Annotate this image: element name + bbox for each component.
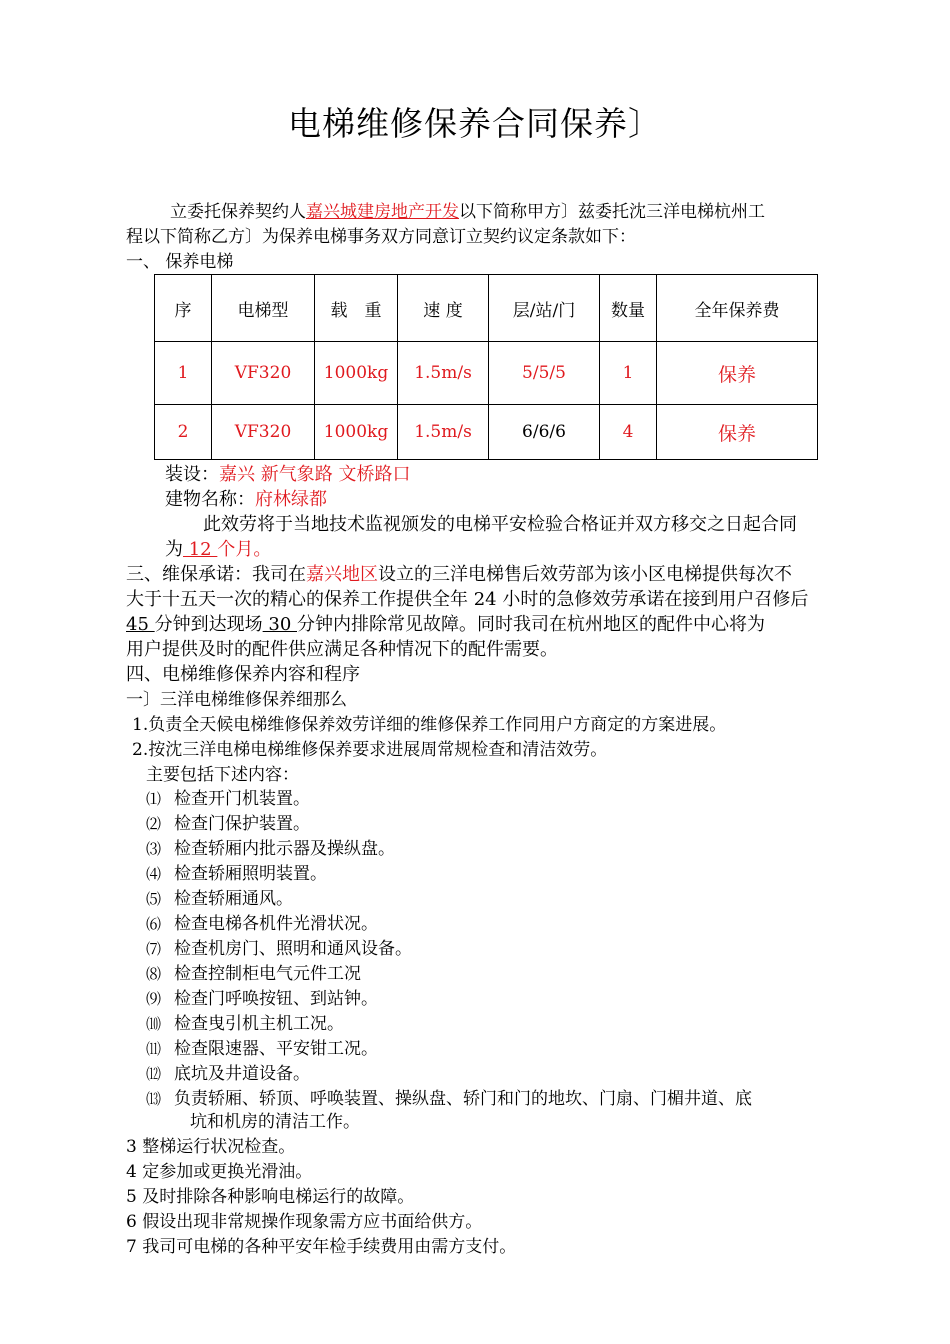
header-cell: 速 度 xyxy=(398,275,489,342)
client-name: 嘉兴城建房地产开发 xyxy=(306,202,459,222)
table-row xyxy=(155,405,818,460)
check-item xyxy=(146,987,378,1011)
check-item xyxy=(146,962,361,986)
numbered-item: 4 定参加或更换光滑油。 xyxy=(126,1162,313,1182)
check-number: ⑴ xyxy=(146,790,162,808)
item-1: 1.负责全天候电梯维修保养效劳详细的维修保养工作同用户方商定的方案进展。 xyxy=(132,715,727,735)
numbered-item: 5 及时排除各种影响电梯运行的故障。 xyxy=(126,1187,415,1207)
install-location: 装设：嘉兴 新气象路 文桥路口 xyxy=(165,464,411,485)
table-cell: 保养 xyxy=(657,342,818,405)
check-text: 检查开门机装置。 xyxy=(174,789,310,809)
check-number: ⑼ xyxy=(146,990,162,1008)
check-number: ⑺ xyxy=(146,940,162,958)
check-item xyxy=(146,1037,378,1061)
check-text: 检查门呼唤按钮、到站钟。 xyxy=(174,989,378,1009)
section-3-line-4: 用户提供及时的配件供应满足各种情况下的配件需要。 xyxy=(126,639,558,660)
building-name: 建物名称：府林绿都 xyxy=(165,489,327,510)
header-cell: 数量 xyxy=(600,275,657,342)
numbered-item: 7 我司可电梯的各种平安年检手续费用由需方支付。 xyxy=(126,1237,517,1257)
check-number: ⑵ xyxy=(146,815,162,833)
subsection-1-heading: 一〕三洋电梯维修保养细那么 xyxy=(126,690,347,710)
check-item xyxy=(146,1012,344,1036)
table-cell: 1.5m/s xyxy=(398,342,489,405)
check-number: ⑻ xyxy=(146,965,162,983)
check-number: ⒀ xyxy=(146,1090,162,1108)
document-title: 电梯维修保养合同保养〕 xyxy=(288,104,662,143)
check-text: 检查机房门、照明和通风设备。 xyxy=(174,939,412,959)
header-cell: 载 重 xyxy=(315,275,398,342)
contract-months: 12 xyxy=(183,539,218,560)
check-text: 检查限速器、平安钳工况。 xyxy=(174,1039,378,1059)
check-item xyxy=(146,937,412,961)
check-item xyxy=(146,787,310,811)
check-item xyxy=(146,1062,310,1086)
check-text: 检查控制柜电气元件工况 xyxy=(174,964,361,984)
table-header-row xyxy=(155,275,818,342)
table-cell: 2 xyxy=(155,405,212,460)
numbered-item: 3 整梯运行状况检查。 xyxy=(126,1137,296,1157)
section-3-line-1: 三、维保承诺：我司在嘉兴地区设立的三洋电梯售后效劳部为该小区电梯提供每次不 xyxy=(126,564,792,585)
check-number: ⑶ xyxy=(146,840,162,858)
header-cell: 层/站/门 xyxy=(489,275,600,342)
header-cell: 序 xyxy=(155,275,212,342)
table-cell: 1.5m/s xyxy=(398,405,489,460)
table-cell: 1 xyxy=(155,342,212,405)
table-cell: 1 xyxy=(600,342,657,405)
check-number: ⑾ xyxy=(146,1040,162,1058)
check-text: 底坑及井道设备。 xyxy=(174,1064,310,1084)
check-item xyxy=(146,862,327,886)
section-3-line-2: 大于十五天一次的精心的保养工作提供全年 24 小时的急修效劳承诺在接到用户召修后 xyxy=(126,589,809,610)
check-text: 检查电梯各机件光滑状况。 xyxy=(174,914,378,934)
header-cell: 电梯型 xyxy=(212,275,315,342)
numbered-item: 6 假设出现非常规操作现象需方应书面给供方。 xyxy=(126,1212,483,1232)
check-text: 检查轿厢内批示器及操纵盘。 xyxy=(174,839,395,859)
intro-line-1: 立委托保养契约人嘉兴城建房地产开发以下简称甲方〕兹委托沈三洋电梯杭州工 xyxy=(170,202,765,222)
check-item xyxy=(146,812,310,836)
table-cell: 1000kg xyxy=(315,342,398,405)
item-2: 2.按沈三洋电梯电梯维修保养要求进展周常规检查和清洁效劳。 xyxy=(132,740,608,760)
check-item xyxy=(146,912,378,936)
check-text: 检查轿厢照明装置。 xyxy=(174,864,327,884)
check-number: ⑷ xyxy=(146,865,162,883)
check-item xyxy=(146,837,395,861)
main-includes: 主要包括下述内容： xyxy=(146,765,299,785)
check-number: ⑸ xyxy=(146,890,162,908)
table-cell: 保养 xyxy=(657,405,818,460)
check-13-continuation: 坑和机房的清洁工作。 xyxy=(190,1112,360,1132)
elevator-table xyxy=(154,274,818,460)
check-text: 负责轿厢、轿顶、呼唤装置、操纵盘、轿门和门的地坎、门扇、门楣井道、底 xyxy=(174,1089,752,1109)
table-row xyxy=(155,342,818,405)
section-3-line-3: 45 分钟到达现场 30 分钟内排除常见故障。同时我司在杭州地区的配件中心将为 xyxy=(126,614,765,635)
header-cell: 全年保养费 xyxy=(657,275,818,342)
intro-line-2: 程以下简称乙方〕为保养电梯事务双方同意订立契约议定条款如下： xyxy=(126,227,636,247)
check-item xyxy=(146,887,293,911)
check-text: 检查轿厢通风。 xyxy=(174,889,293,909)
service-line-1: 此效劳将于当地技术监视颁发的电梯平安检验合格证并双方移交之日起合同 xyxy=(203,514,797,535)
check-item xyxy=(146,1087,752,1111)
table-cell: VF320 xyxy=(212,342,315,405)
check-text: 检查曳引机主机工况。 xyxy=(174,1014,344,1034)
section-1-heading: 一、 保养电梯 xyxy=(126,252,234,272)
section-4-heading: 四、电梯维修保养内容和程序 xyxy=(126,664,360,685)
table-cell: 1000kg xyxy=(315,405,398,460)
check-number: ⑿ xyxy=(146,1065,162,1083)
check-number: ⑽ xyxy=(146,1015,162,1033)
check-number: ⑹ xyxy=(146,915,162,933)
table-cell: 4 xyxy=(600,405,657,460)
service-line-2: 为 12 个月。 xyxy=(165,539,272,560)
table-cell: VF320 xyxy=(212,405,315,460)
table-cell: 6/6/6 xyxy=(489,405,600,460)
check-text: 检查门保护装置。 xyxy=(174,814,310,834)
table-cell: 5/5/5 xyxy=(489,342,600,405)
